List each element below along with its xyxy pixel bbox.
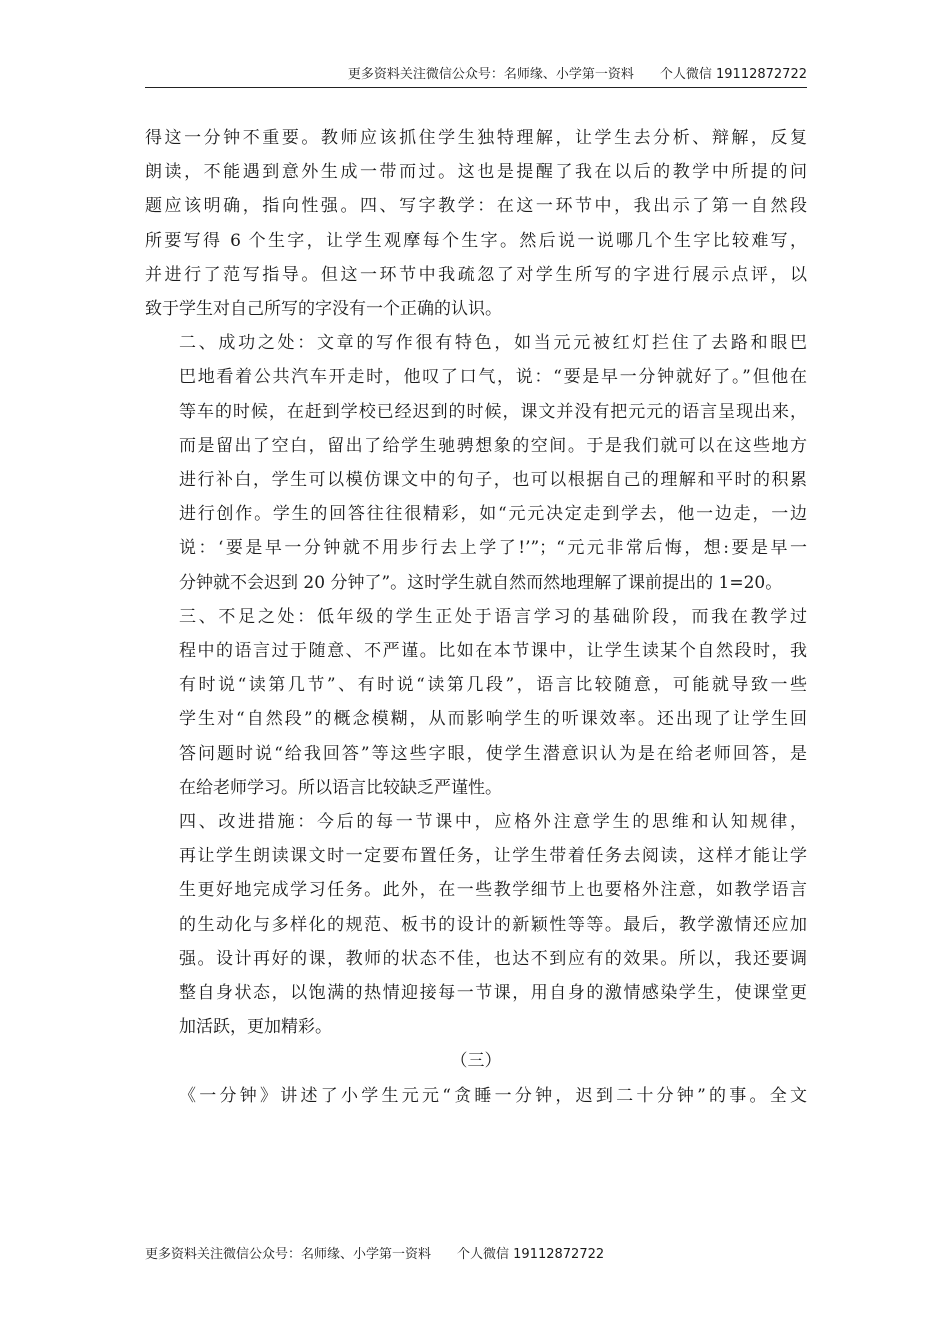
text-line: 三、不足之处：低年级的学生正处于语言学习的基础阶段，而我在教学过 — [179, 606, 807, 627]
text-line: 生更好地完成学习任务。此外，在一些教学细节上也要格外注意，如教学语言 — [179, 880, 807, 901]
text-line: 在给老师学习。所以语言比较缺乏严谨性。 — [179, 777, 502, 798]
text-line: 答问题时说“给我回答”等这些字眼，使学生潜意识认为是在给老师回答，是 — [179, 743, 807, 764]
text-line: 朗读，不能遇到意外生成一带而过。这也是提醒了我在以后的教学中所提的问 — [145, 162, 807, 183]
text-line: 二、成功之处：文章的写作很有特色，如当元元被红灯拦住了去路和眼巴 — [179, 333, 807, 354]
text-line: 进行补白，学生可以模仿课文中的句子，也可以根据自己的理解和平时的积累 — [179, 470, 807, 491]
text-line: 程中的语言过于随意、不严谨。比如在本节课中，让学生读某个自然段时，我 — [179, 641, 807, 662]
section-heading: （三） — [450, 1051, 502, 1072]
text-line: 强。设计再好的课，教师的状态不佳，也达不到应有的效果。所以，我还要调 — [179, 948, 807, 969]
text-line: 进行创作。学生的回答往往很精彩，如“元元决定走到学去，他一边走，一边 — [179, 504, 807, 525]
text-line: 说：‘要是早一分钟就不用步行去上学了!’”；“元元非常后悔，想:要是早一 — [179, 538, 807, 559]
text-line: 致于学生对自己所写的字没有一个正确的认识。 — [145, 299, 502, 320]
footer-text: 更多资料关注微信公众号：名师缘、小学第一资料 — [145, 1247, 432, 1262]
footer-wechat: 个人微信 19112872722 — [457, 1247, 605, 1262]
paragraph — [145, 1079, 807, 1113]
text-line: 加活跃，更加精彩。 — [179, 1017, 332, 1038]
text-line: 再让学生朗读课文时一定要布置任务，让学生带着任务去阅读，这样才能让学 — [179, 846, 807, 867]
text-line: 四、改进措施：今后的每一节课中，应格外注意学生的思维和认知规律， — [179, 812, 807, 833]
page-header — [145, 66, 807, 84]
paragraph — [145, 121, 807, 326]
text-line: 等车的时候，在赶到学校已经迟到的时候，课文并没有把元元的语言呈现出来， — [179, 401, 807, 422]
text-line: 有时说“读第几节”、有时说“读第几段”，语言比较随意，可能就导致一些 — [179, 675, 807, 696]
text-line: 巴地看着公共汽车开走时，他叹了口气，说：“要是早一分钟就好了。”但他在 — [179, 367, 807, 388]
page-footer — [145, 1246, 604, 1264]
paragraph — [145, 600, 807, 805]
paragraph — [145, 805, 807, 1044]
text-line: 题应该明确，指向性强。四、写字教学：在这一环节中，我出示了第一自然段 — [145, 196, 807, 217]
body-text — [145, 121, 807, 1113]
text-line: 分钟就不会迟到 20 分钟了”。这时学生就自然而然地理解了课前提出的 1=20。 — [179, 572, 783, 593]
header-wechat: 个人微信 19112872722 — [659, 67, 807, 82]
header-text: 更多资料关注微信公众号：名师缘、小学第一资料 — [347, 67, 634, 82]
text-line: 学生对“自然段”的概念模糊，从而影响学生的听课效率。还出现了让学生回 — [179, 709, 807, 730]
text-line: 所要写得 6 个生字，让学生观摩每个生字。然后说一说哪几个生字比较难写， — [145, 230, 807, 251]
text-line: 的生动化与多样化的规范、板书的设计的新颖性等等。最后，教学激情还应加 — [179, 914, 807, 935]
header-rule — [145, 87, 807, 88]
text-line: 并进行了范写指导。但这一环节中我疏忽了对学生所写的字进行展示点评，以 — [145, 264, 807, 285]
text-line: 《一分钟》讲述了小学生元元“贪睡一分钟，迟到二十分钟”的事。全文 — [179, 1085, 807, 1106]
text-line: 得这一分钟不重要。教师应该抓住学生独特理解，让学生去分析、辩解，反复 — [145, 128, 807, 148]
paragraph — [145, 326, 807, 600]
text-line: 整自身状态，以饱满的热情迎接每一节课，用自身的激情感染学生，使课堂更 — [179, 983, 807, 1004]
text-line: 而是留出了空白，留出了给学生驰骋想象的空间。于是我们就可以在这些地方 — [179, 435, 807, 456]
